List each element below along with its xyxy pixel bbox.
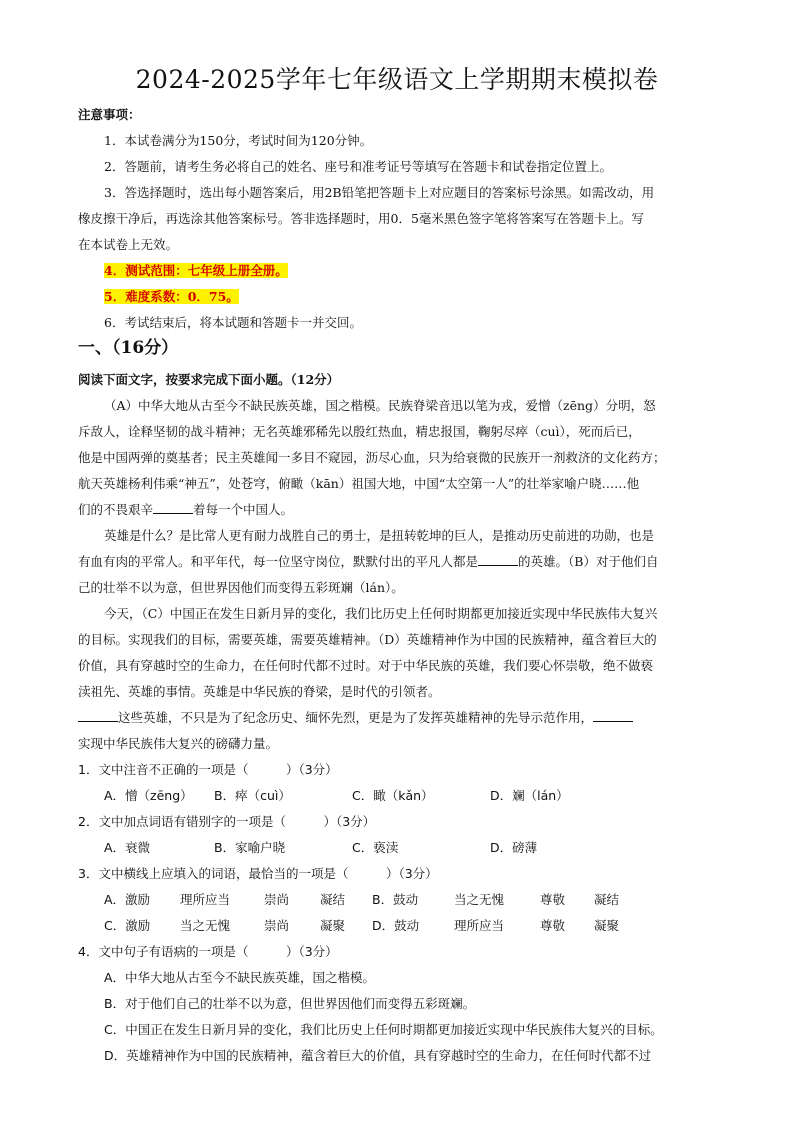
option-b[interactable]: B．瘁（cuì） (214, 788, 291, 803)
passage-line: 斥敌人，诠释坚韧的战斗精神；无名英雄邪稀先以殷红热血，精忠报国，鞠躬尽瘁（cuì），死而后已， (78, 424, 641, 439)
option-word: 尊敬 (540, 892, 566, 907)
notice-item-highlight (78, 284, 718, 310)
notice-item: 橡皮擦干净后，再选涂其他答案标号。答非选择题时，用0．5毫米黑色签字笔将答案写在答题卡上。写 (78, 211, 644, 226)
option-word: 尊敬 (540, 918, 566, 933)
option-word: 凝聚 (320, 918, 346, 933)
option-word: 理所应当 (180, 892, 231, 907)
option-word: 当之无愧 (454, 892, 505, 907)
fill-blank (593, 707, 633, 722)
passage-text: 的英雄。（B）对于他们自 (518, 554, 659, 569)
option-c[interactable]: C．中国正在发生日新月异的变化，我们比历史上任何时期都更加接近实现中华民族伟大复兴的目标。 (104, 1022, 663, 1037)
option-a[interactable]: A．中华大地从古至今不缺民族英雄，国之楷模。 (104, 970, 376, 985)
notice-section (78, 102, 718, 336)
passage-text: 们的不畏艰辛 (78, 502, 154, 517)
option-c[interactable]: C．亵渎 (352, 840, 399, 855)
option-b[interactable]: B．鼓动 (372, 892, 419, 907)
question-4 (78, 939, 718, 1069)
passage-text: 着每一个中国人。 (193, 502, 294, 517)
question-stem: 2．文中加点词语有错别字的一项是（ ）（3分） (78, 814, 376, 829)
passage-line: 的目标。实现我们的目标，需要英雄，需要英雄精神。（D）英雄精神作为中国的民族精神，蕴含着巨大的 (78, 632, 657, 647)
passage-line: 今天，（C）中国正在发生日新月异的变化，我们比历史上任何时期都更加接近实现中华民族伟大复兴 (104, 606, 658, 621)
section-heading: 一、（16分） (78, 338, 179, 358)
notice-item: 3．答选择题时，选出每小题答案后，用2B铅笔把答题卡上对应题目的答案标号涂黑。如需改动，用 (104, 185, 655, 200)
question-options (78, 835, 718, 861)
option-a[interactable]: A．激励 (104, 892, 151, 907)
reading-passage (78, 393, 718, 757)
page-title: 2024-2025学年七年级语文上学期期末模拟卷 (135, 65, 659, 94)
question-2 (78, 809, 718, 861)
notice-heading: 注意事项： (78, 107, 141, 122)
question-1 (78, 757, 718, 809)
passage-line (78, 497, 718, 523)
passage-line (78, 705, 718, 731)
section-instruction: 阅读下面文字，按要求完成下面小题。（12分） (78, 372, 340, 387)
question-stem: 3．文中横线上应填入的词语，最恰当的一项是（ ）（3分） (78, 866, 438, 881)
question-stem: 4．文中句子有语病的一项是（ ）（3分） (78, 944, 338, 959)
notice-item: 6．考试结束后，将本试题和答题卡一并交回。 (104, 315, 362, 330)
option-word: 崇尚 (264, 918, 290, 933)
passage-text: 有血有肉的平常人。和平年代，每一位坚守岗位，默默付出的平凡人都是 (78, 554, 479, 569)
option-d[interactable]: D．斓（lán） (490, 788, 569, 803)
section-one (78, 333, 718, 1069)
option-word: 凝结 (594, 892, 620, 907)
option-word: 凝结 (320, 892, 346, 907)
question-options-row (78, 887, 718, 913)
passage-line: 实现中华民族伟大复兴的磅礴力量。 (78, 736, 279, 751)
passage-line (78, 549, 718, 575)
option-word: 崇尚 (264, 892, 290, 907)
option-b[interactable]: B．家喻户晓 (214, 840, 286, 855)
fill-blank (153, 499, 193, 514)
option-word: 理所应当 (454, 918, 505, 933)
option-word: 凝聚 (594, 918, 620, 933)
option-c[interactable]: C．瞰（kǎn） (352, 788, 434, 803)
fill-blank (78, 707, 118, 722)
notice-item: 在本试卷上无效。 (78, 237, 179, 252)
passage-line: （A）中华大地从古至今不缺民族英雄，国之楷模。民族脊梁音迅以笔为戎，爱憎（zēng）分明，怒 (104, 398, 656, 413)
option-word: 当之无愧 (180, 918, 231, 933)
passage-line: 英雄是什么？是比常人更有耐力战胜自己的勇士，是扭转乾坤的巨人，是推动历史前进的功勋，也是 (104, 528, 655, 543)
question-stem: 1．文中注音不正确的一项是（ ）（3分） (78, 762, 338, 777)
passage-line: 渎祖先、英雄的事情。英雄是中华民族的脊梁，是时代的引领者。 (78, 684, 441, 699)
passage-text: 这些英雄，不只是为了纪念历史、缅怀先烈，更是为了发挥英雄精神的先导示范作用， (118, 710, 594, 725)
highlighted-text: 4．测试范围：七年级上册全册。 (104, 263, 288, 278)
passage-line: 价值，具有穿越时空的生命力，在任何时代都不过时。对于中华民族的英雄，我们要心怀崇敬，绝不做亵 (78, 658, 654, 673)
fill-blank (478, 551, 518, 566)
option-d[interactable]: D．磅薄 (490, 840, 538, 855)
passage-line: 航天英雄杨利伟乘“神五”，处苍穹，俯瞰（kān）祖国大地，中国“太空第一人”的壮举家喻户晓……他 (78, 476, 640, 491)
option-d[interactable]: D．英雄精神作为中国的民族精神，蕴含着巨大的价值，具有穿越时空的生命力，在任何时代都不过 (104, 1048, 652, 1063)
option-a[interactable]: A．衰微 (104, 840, 151, 855)
passage-line: 他是中国两弹的奠基者；民主英雄闻一多目不窥园，沥尽心血，只为给衰微的民族开一剂救济的文化药方； (78, 450, 666, 465)
question-options (78, 783, 718, 809)
option-b[interactable]: B．对于他们自己的壮举不以为意，但世界因他们而变得五彩斑斓。 (104, 996, 476, 1011)
passage-line: 己的壮举不以为意，但世界因他们而变得五彩斑斓（lán）。 (78, 580, 404, 595)
question-options-row (78, 913, 718, 939)
option-c[interactable]: C．激励 (104, 918, 151, 933)
option-d[interactable]: D．鼓动 (372, 918, 420, 933)
option-a[interactable]: A．憎（zēng） (104, 788, 193, 803)
notice-item: 1．本试卷满分为150分，考试时间为120分钟。 (104, 133, 373, 148)
highlighted-text: 5．难度系数：0．75。 (104, 289, 239, 304)
question-3 (78, 861, 718, 939)
notice-item: 2．答题前，请考生务必将自己的姓名、座号和准考证号等填写在答题卡和试卷指定位置上。 (104, 159, 612, 174)
notice-item-highlight (78, 258, 718, 284)
